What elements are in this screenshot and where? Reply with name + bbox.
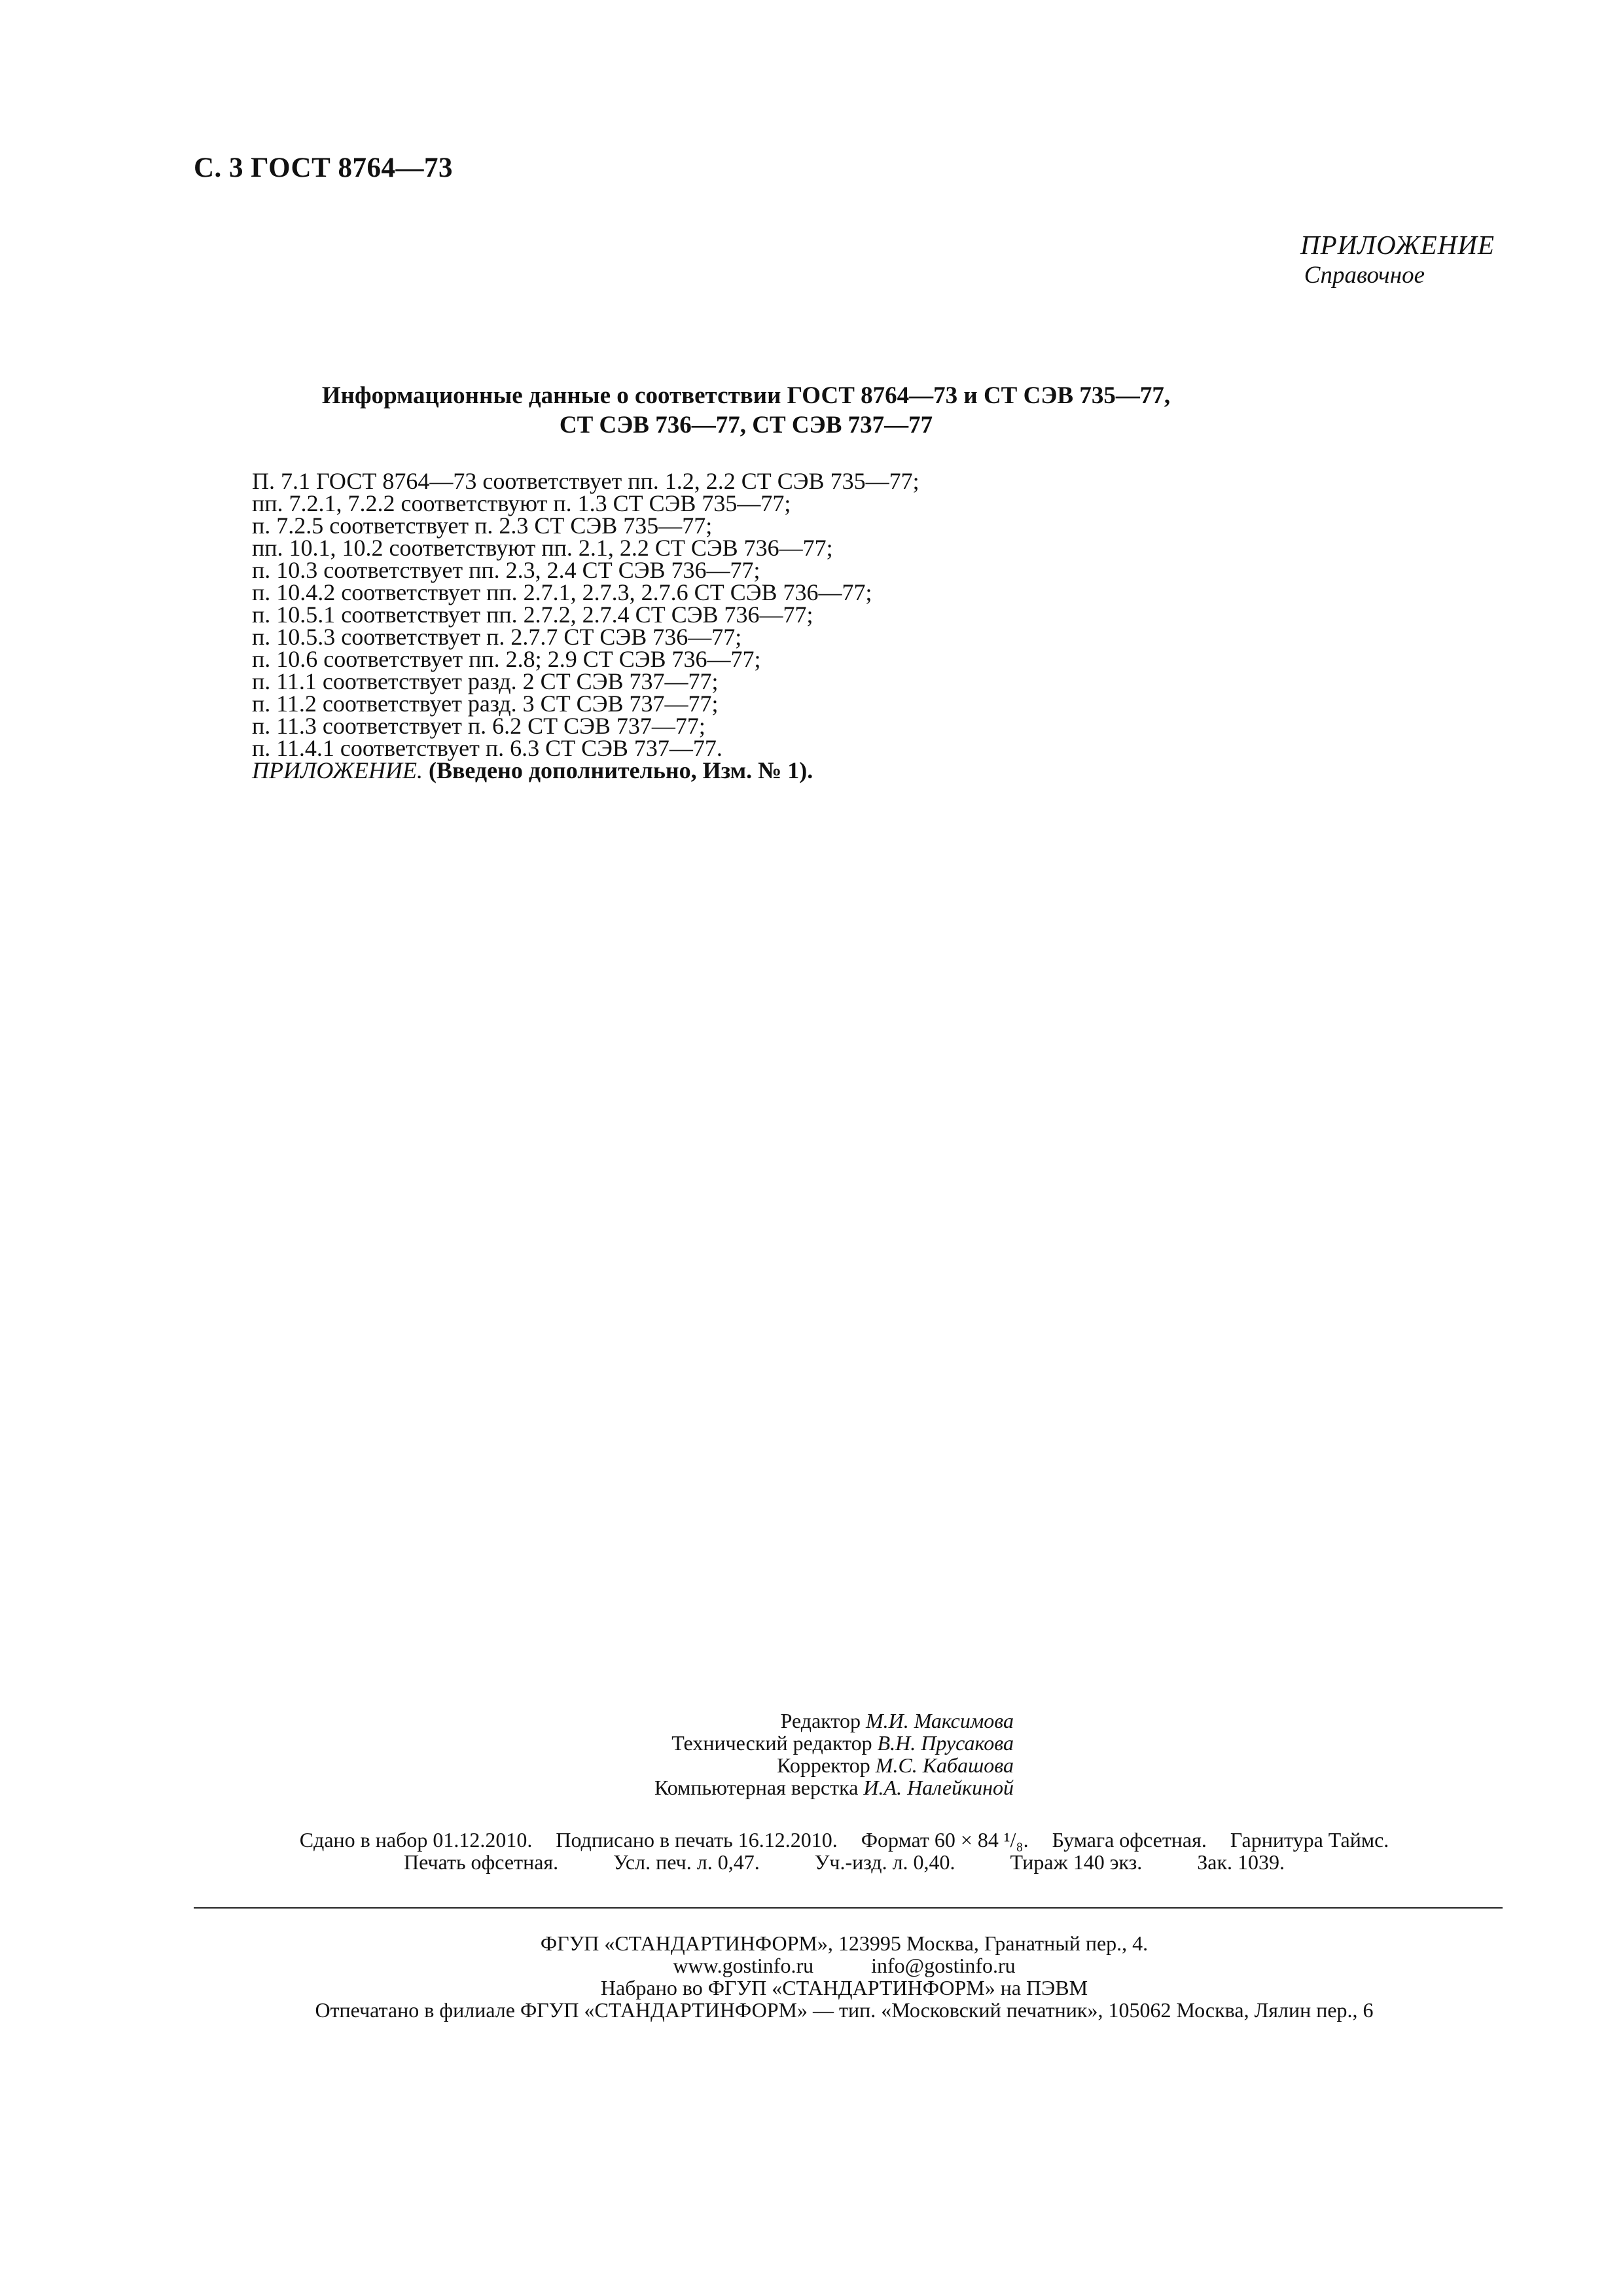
imprint-print-run: Тираж 140 экз.	[1010, 1850, 1143, 1874]
credit-role: Корректор	[777, 1753, 870, 1777]
list-item: п. 10.5.1 соответствует пп. 2.7.2, 2.7.4 СТ СЭВ 736—77;	[252, 601, 813, 628]
divider	[194, 1907, 1503, 1909]
credit-role: Технический редактор	[671, 1731, 872, 1755]
imprint-publisher-sheets: Уч.-изд. л. 0,40.	[814, 1850, 955, 1874]
list-item: п. 10.4.2 соответствует пп. 2.7.1, 2.7.3, 2.7.6 СТ СЭВ 736—77;	[252, 579, 872, 605]
imprint-line-1	[196, 1829, 1492, 1851]
closing-note	[252, 759, 919, 781]
correspondence-list	[252, 470, 919, 781]
publisher-typeset-note: Набрано во ФГУП «СТАНДАРТИНФОРМ» на ПЭВМ	[600, 1976, 1088, 2000]
list-item: П. 7.1 ГОСТ 8764—73 соответствует пп. 1.2, 2.2 СТ СЭВ 735—77;	[252, 468, 919, 494]
page-header: С. 3 ГОСТ 8764—73	[194, 152, 454, 183]
credit-name: В.Н. Прусакова	[877, 1731, 1014, 1755]
publisher-contacts	[196, 1954, 1492, 1977]
list-item: п. 11.4.1 соответствует п. 6.3 СТ СЭВ 737—77.	[252, 735, 722, 761]
credits-block	[654, 1710, 1014, 1799]
appendix-title: ПРИЛОЖЕНИЕ	[1300, 230, 1495, 260]
imprint-line-2	[196, 1851, 1492, 1873]
list-item: п. 10.3 соответствует пп. 2.3, 2.4 СТ СЭВ 736—77;	[252, 557, 760, 583]
publisher-website-link[interactable]: www.gostinfo.ru	[673, 1954, 814, 1977]
closing-note-amendment: (Введено дополнительно, Изм. № 1).	[428, 757, 813, 783]
list-item: п. 11.1 соответствует разд. 2 СТ СЭВ 737—77;	[252, 668, 719, 694]
credit-technical-editor	[654, 1732, 1014, 1754]
publisher-block	[196, 1932, 1492, 2021]
list-item: пп. 10.1, 10.2 соответствуют пп. 2.1, 2.2 СТ СЭВ 736—77;	[252, 535, 833, 561]
publisher-address: ФГУП «СТАНДАРТИНФОРМ», 123995 Москва, Гранатный пер., 4.	[540, 1931, 1149, 1955]
credit-role: Компьютерная верстка	[654, 1776, 859, 1799]
list-item: п. 11.3 соответствует п. 6.2 СТ СЭВ 737—77;	[252, 713, 705, 739]
credit-proofreader	[654, 1754, 1014, 1776]
closing-note-appendix: ПРИЛОЖЕНИЕ.	[252, 757, 423, 783]
credit-role: Редактор	[780, 1709, 861, 1732]
credit-editor	[654, 1710, 1014, 1732]
list-item: п. 10.5.3 соответствует п. 2.7.7 СТ СЭВ 736—77;	[252, 624, 742, 650]
list-item: п. 10.6 соответствует пп. 2.8; 2.9 СТ СЭВ 736—77;	[252, 646, 761, 672]
imprint-typeface: Гарнитура Таймс.	[1230, 1828, 1389, 1852]
credit-name: М.С. Кабашова	[875, 1753, 1014, 1777]
appendix-subtitle: Справочное	[1304, 262, 1425, 289]
imprint-print-type: Печать офсетная.	[403, 1850, 559, 1874]
document-title-line-1: Информационные данные о соответствии ГОСТ 8764—73 и СТ СЭВ 735—77,	[321, 382, 1171, 409]
list-item: п. 11.2 соответствует разд. 3 СТ СЭВ 737—77;	[252, 691, 719, 717]
publisher-printed-note: Отпечатано в филиале ФГУП «СТАНДАРТИНФОРМ» — тип. «Московский печатник», 105062 Москва, Лялин пер., 6	[315, 1998, 1374, 2022]
imprint-print-sheets: Усл. печ. л. 0,47.	[613, 1850, 760, 1874]
publisher-email-link[interactable]: info@gostinfo.ru	[871, 1954, 1016, 1977]
document-title-line-2: СТ СЭВ 736—77, СТ СЭВ 737—77	[559, 412, 933, 439]
imprint-block	[196, 1829, 1492, 1873]
credit-layout	[654, 1776, 1014, 1799]
imprint-typeset-date: Сдано в набор 01.12.2010.	[299, 1828, 533, 1852]
list-item: п. 7.2.5 соответствует п. 2.3 СТ СЭВ 735—77;	[252, 512, 713, 539]
credit-name: М.И. Максимова	[865, 1709, 1014, 1732]
imprint-order-number: Зак. 1039.	[1197, 1850, 1285, 1874]
imprint-format: Формат 60 × 84 ¹/₈.	[861, 1828, 1029, 1852]
appendix-block	[1300, 229, 1495, 291]
list-item: пп. 7.2.1, 7.2.2 соответствуют п. 1.3 СТ СЭВ 735—77;	[252, 490, 791, 516]
imprint-signed-date: Подписано в печать 16.12.2010.	[556, 1828, 838, 1852]
credit-name: И.А. Налейкиной	[863, 1776, 1014, 1799]
imprint-paper: Бумага офсетная.	[1052, 1828, 1207, 1852]
document-title	[262, 381, 1230, 440]
